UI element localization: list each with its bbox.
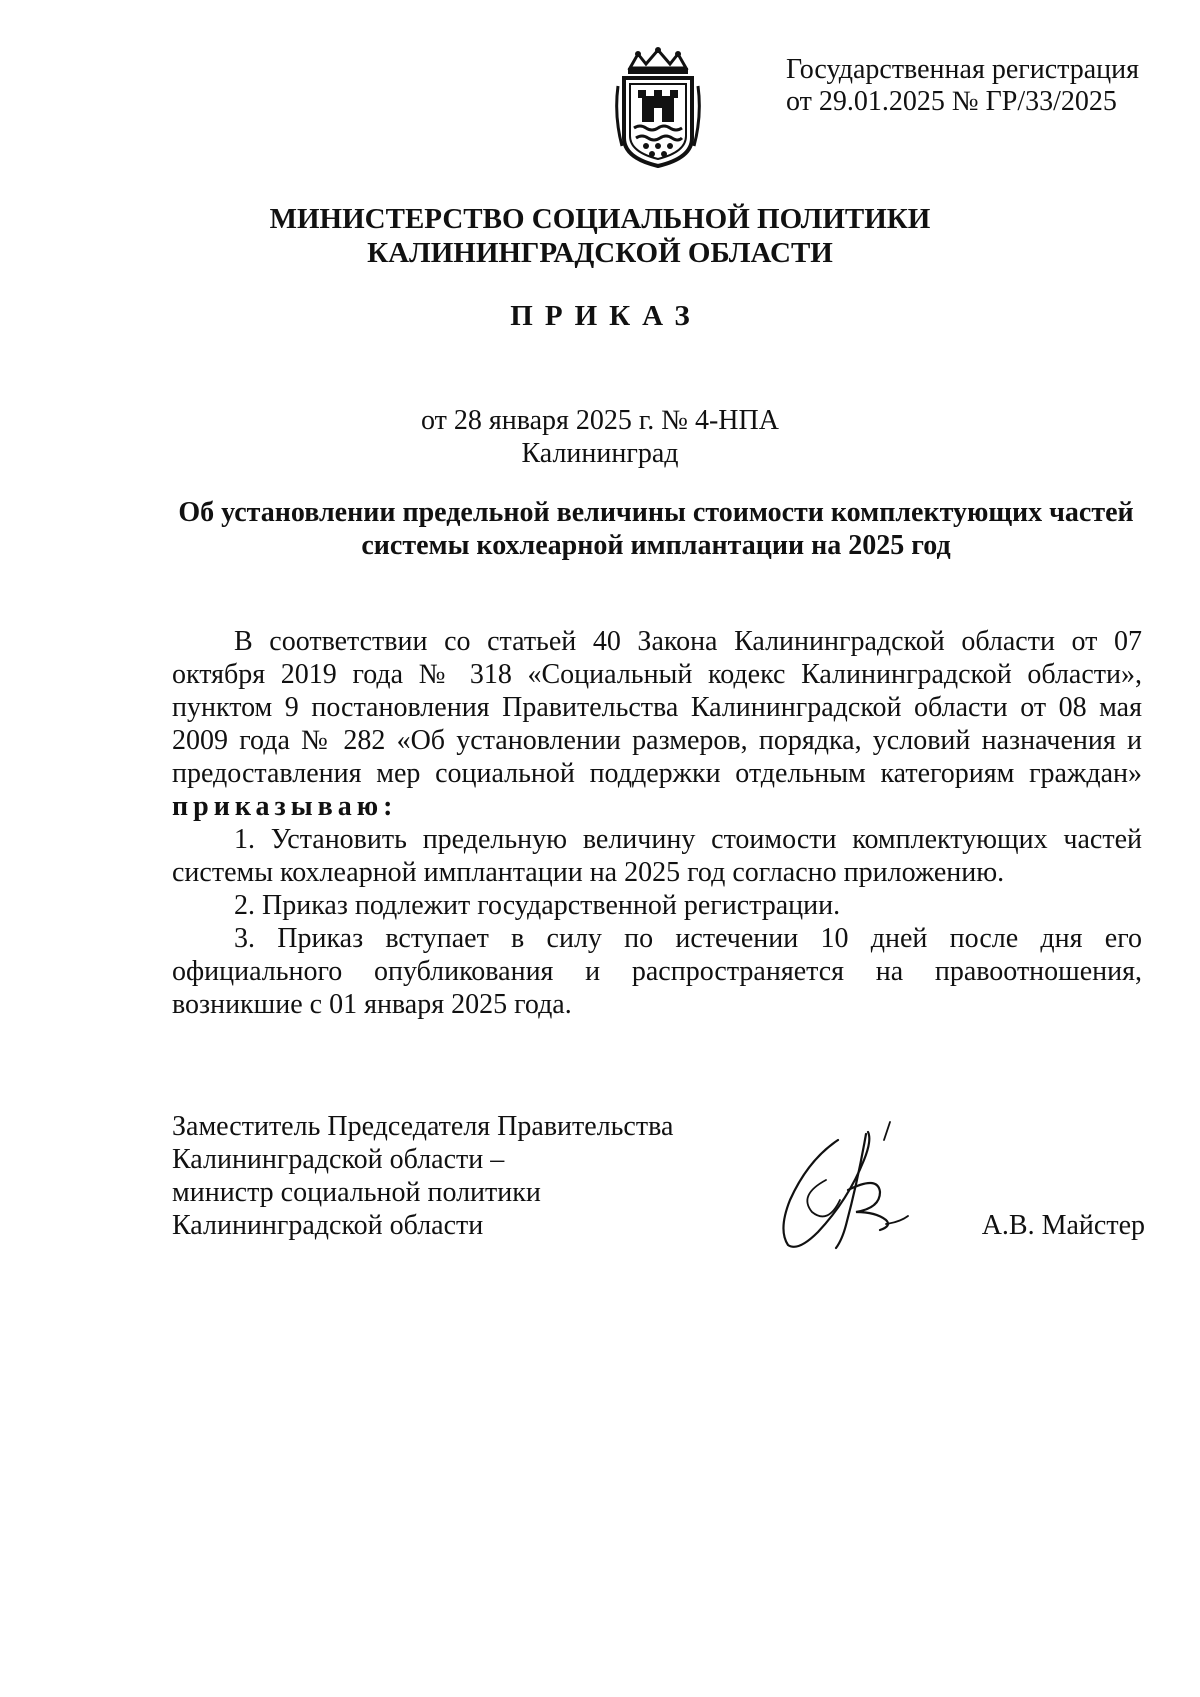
- signatory-line-4: Калининградской области: [172, 1210, 484, 1241]
- order-item: 3. Приказ вступает в силу по истечении 10 дней после дня его официального опубликования и распространяется на правоотношения, возникшие с 01 января 2025 года.: [172, 923, 1142, 1020]
- signatory-line-3: министр социальной политики: [172, 1177, 541, 1208]
- ministry-title-line-1: МИНИСТЕРСТВО СОЦИАЛЬНОЙ ПОЛИТИКИ: [269, 203, 931, 235]
- document-subject: Об установлении предельной величины стоимости комплектующих частей системы кохлеарной имплантации на 2025 год: [178, 497, 1134, 561]
- preamble-text: В соответствии со статьей 40 Закона Калининградской области от 07 октября 2019 года № 318 «Социальный кодекс Калининградской области», пунктом 9 постановления Правительства Калининградской области от 08 мая 2009 года № 282 «Об установлении размеров, порядка, условий назначения и предоставления мер социальной поддержки отдельным категориям граждан»: [172, 626, 1142, 789]
- order-item: 1. Установить предельную величину стоимости комплектующих частей системы кохлеарной имплантации на 2025 год согласно приложению.: [172, 824, 1142, 888]
- signatory-line-2: Калининградской области –: [172, 1144, 505, 1175]
- document-type: ПРИКАЗ: [510, 300, 702, 332]
- order-word: приказываю:: [172, 791, 398, 822]
- document-date: от 28 января 2025 г. № 4-НПА: [421, 405, 779, 436]
- registration-line-1: Государственная регистрация: [786, 54, 1139, 85]
- signatory-position: [172, 1110, 692, 1242]
- ministry-title: [0, 202, 1200, 270]
- registration-note: [786, 54, 1166, 118]
- order-item: 2. Приказ подлежит государственной регистрации.: [234, 890, 841, 921]
- document-place: Калининград: [521, 438, 679, 469]
- signer-name: А.В. Майстер: [981, 1210, 1145, 1241]
- ministry-title-line-2: КАЛИНИНГРАДСКОЙ ОБЛАСТИ: [367, 237, 833, 269]
- signatory-line-1: Заместитель Председателя Правительства: [172, 1111, 674, 1142]
- coat-of-arms-icon: [612, 46, 704, 170]
- registration-line-2: от 29.01.2025 № ГР/33/2025: [786, 86, 1117, 117]
- date-and-place: [0, 404, 1200, 470]
- handwritten-signature-icon: [768, 1120, 918, 1260]
- preamble-paragraph: [172, 625, 1142, 823]
- document-body: [172, 625, 1142, 1021]
